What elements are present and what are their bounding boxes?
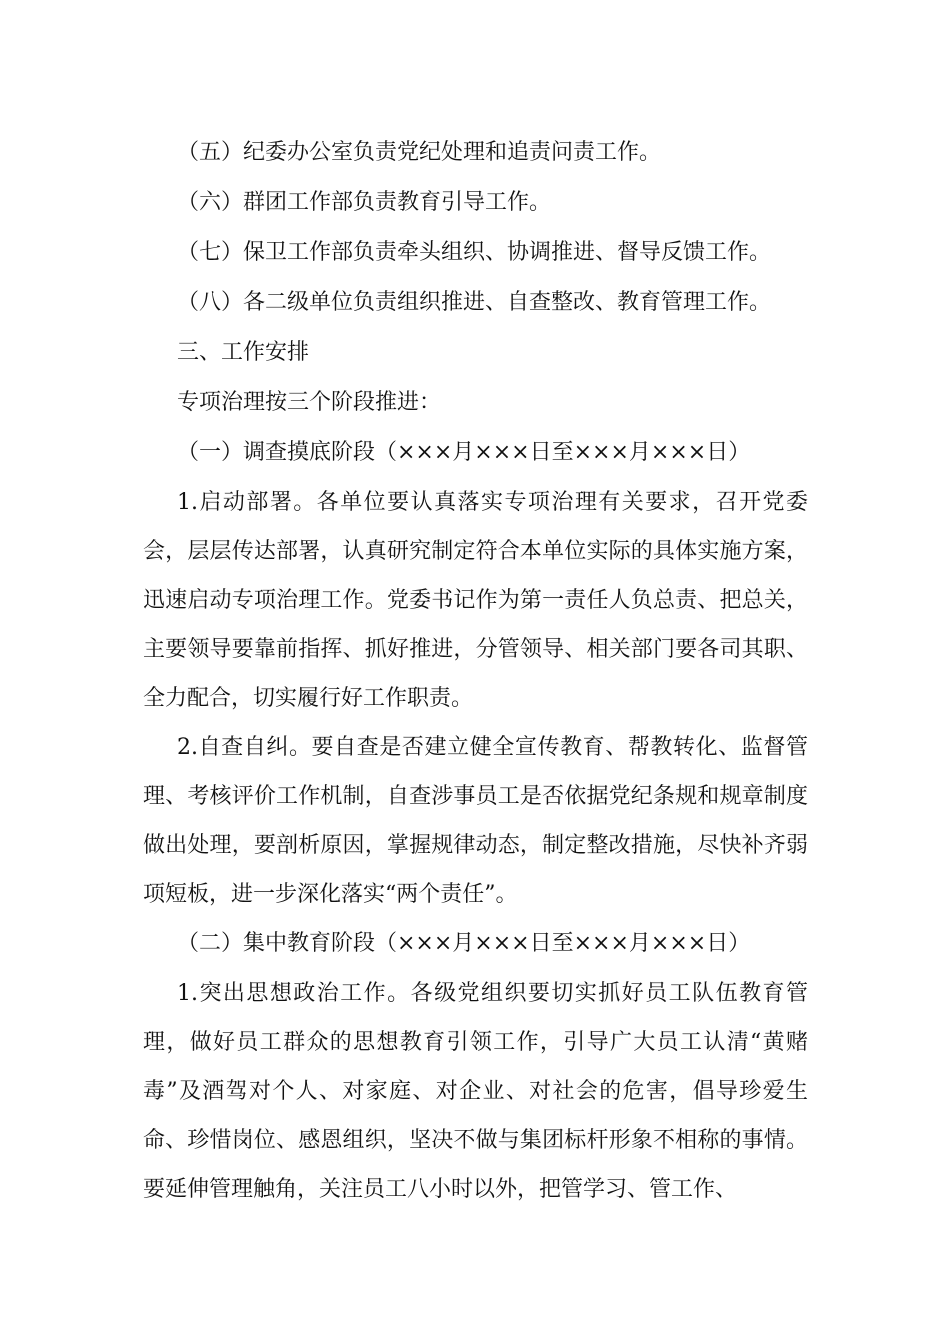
duty-item-8: （八）各二级单位负责组织推进、自查整改、教育管理工作。 [177, 290, 772, 315]
document-body [143, 128, 808, 1214]
stage-2-heading: （二）集中教育阶段（×××月×××日至×××月×××日） [177, 931, 751, 956]
paragraph-self-inspection: 2.自查自纠。要自查是否建立健全宣传教育、帮教转化、监督管理、考核评价工作机制，自查涉事员工是否依据党纪条规和规章制度做出处理，要剖析原因，掌握规律动态，制定整改措施，尽快补齐弱项短板，进一步深化落实“两个责任”。 [143, 735, 808, 907]
duty-item-7: （七）保卫工作部负责牵头组织、协调推进、督导反馈工作。 [177, 240, 772, 265]
section-heading-work-arrangement: 三、工作安排 [177, 340, 310, 365]
paragraph-launch-deployment: 1.启动部署。各单位要认真落实专项治理有关要求，召开党委会，层层传达部署，认真研究制定符合本单位实际的具体实施方案，迅速启动专项治理工作。党委书记作为第一责任人负总责、把总关，主要领导要靠前指挥、抓好推进，分管领导、相关部门要各司其职、全力配合，切实履行好工作职责。 [143, 490, 808, 711]
stage-1-heading: （一）调查摸底阶段（×××月×××日至×××月×××日） [177, 440, 751, 465]
duty-item-6: （六）群团工作部负责教育引导工作。 [177, 190, 552, 215]
paragraph-ideological-work: 1.突出思想政治工作。各级党组织要切实抓好员工队伍教育管理，做好员工群众的思想教育引领工作，引导广大员工认清“黄赌毒”及酒驾对个人、对家庭、对企业、对社会的危害，倡导珍爱生命、珍惜岗位、感恩组织，坚决不做与集团标杆形象不相称的事情。要延伸管理触角，关注员工八小时以外，把管学习、管工作、 [143, 981, 808, 1202]
duty-item-5: （五）纪委办公室负责党纪处理和追责问责工作。 [177, 140, 662, 165]
stages-intro: 专项治理按三个阶段推进： [177, 390, 442, 415]
